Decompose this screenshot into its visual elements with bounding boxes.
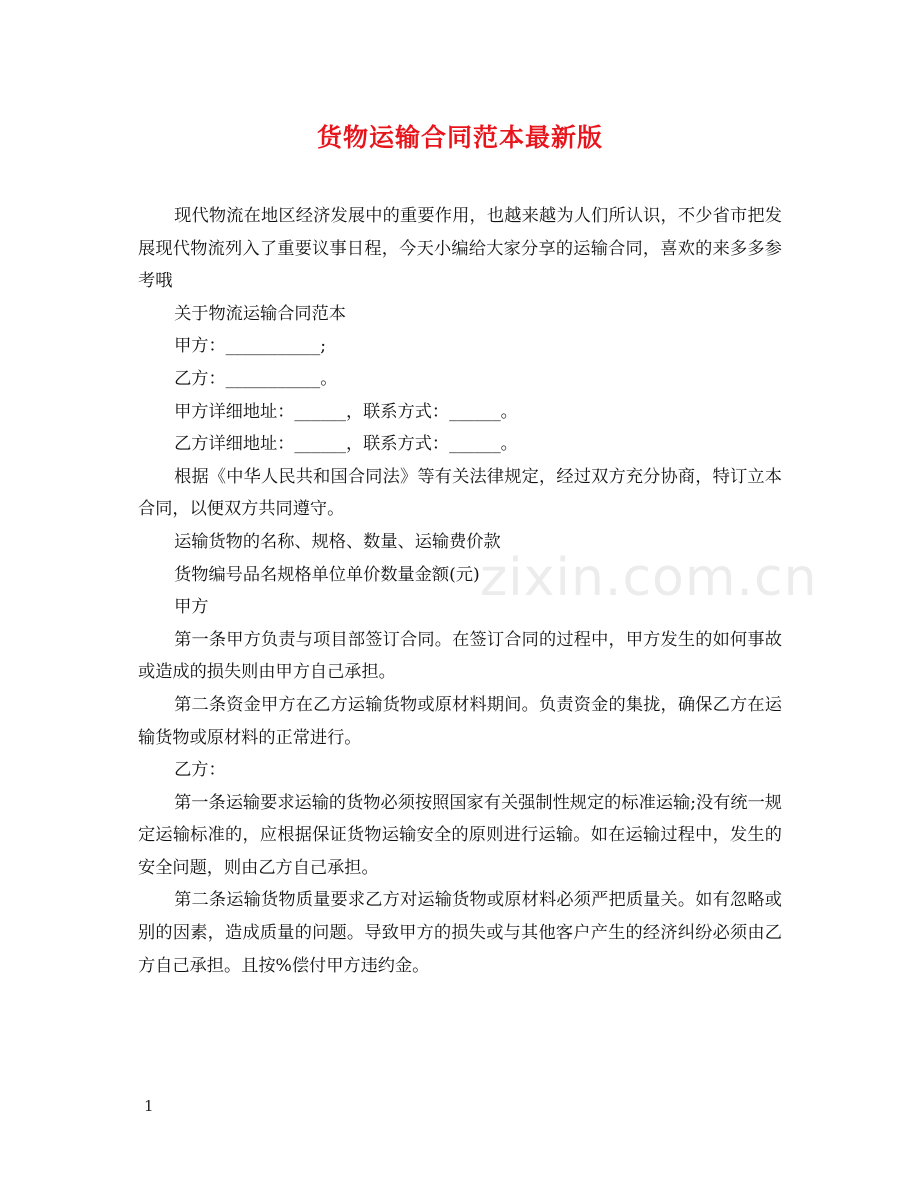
page-number: 1 xyxy=(144,1097,154,1115)
paragraph-party-a-address: 甲方详细地址：______，联系方式：______。 xyxy=(174,401,518,422)
paragraph-party-b-label: 乙方： xyxy=(174,760,226,781)
document-title: 货物运输合同范本最新版 xyxy=(316,123,603,152)
paragraph-b-article-2: 第二条运输货物质量要求乙方对运输货物或原材料必须严把质量关。如有忽略或别的因素，造成质量的问题。导致甲方的损失或与其他客户产生的经济纠纷必须由乙方自己承担。且按%偿付甲方违约金。 xyxy=(138,890,782,976)
paragraph-a-article-2: 第二条资金甲方在乙方运输货物或原材料期间。负责资金的集拢，确保乙方在运输货物或原材料的正常进行。 xyxy=(138,694,782,748)
paragraph-legal-basis: 根据《中华人民共和国合同法》等有关法律规定，经过双方充分协商，特订立本合同，以便双方共同遵守。 xyxy=(138,466,782,520)
paragraph-a-article-1: 第一条甲方负责与项目部签订合同。在签订合同的过程中，甲方发生的如何事故或造成的损失则由甲方自己承担。 xyxy=(138,629,782,683)
paragraph-intro: 现代物流在地区经济发展中的重要作用，也越来越为人们所认识，不少省市把发展现代物流列入了重要议事日程，今天小编给大家分享的运输合同，喜欢的来多多参考哦 xyxy=(138,206,782,292)
paragraph-b-article-1: 第一条运输要求运输的货物必须按照国家有关强制性规定的标准运输;没有统一规定运输标准的，应根据保证货物运输安全的原则进行运输。如在运输过程中，发生的安全问题，则由乙方自己承担。 xyxy=(138,792,782,878)
watermark: zixin.com.cn xyxy=(480,548,818,608)
paragraph-goods-columns: 货物编号品名规格单位单价数量金额(元) xyxy=(174,564,480,585)
paragraph-party-b: 乙方：___________。 xyxy=(174,368,338,389)
paragraph-party-a: 甲方：___________; xyxy=(174,336,326,357)
paragraph-party-a-label: 甲方 xyxy=(174,597,209,618)
paragraph-heading: 关于物流运输合同范本 xyxy=(174,303,346,324)
paragraph-party-b-address: 乙方详细地址：______，联系方式：______。 xyxy=(174,434,518,455)
paragraph-goods-title: 运输货物的名称、规格、数量、运输费价款 xyxy=(174,531,501,552)
